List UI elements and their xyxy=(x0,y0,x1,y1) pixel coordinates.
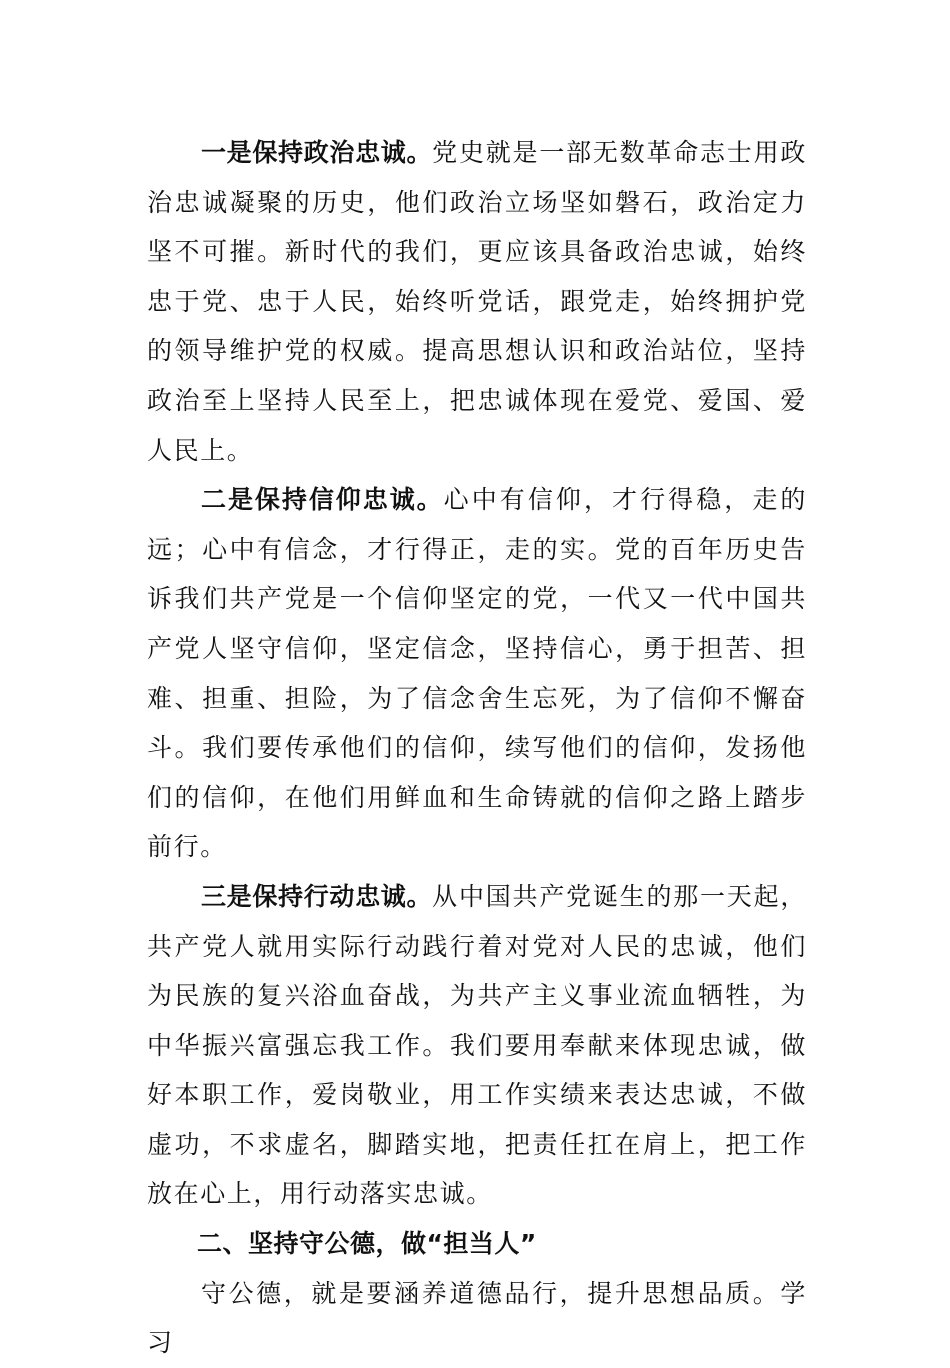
paragraph-text: 党史就是一部无数革命志士用政治忠诚凝聚的历史，他们政治立场坚如磐石，政治定力坚不可摧。新时代的我们，更应该具备政治忠诚，始终忠于党、忠于人民，始终听党话，跟党走，始终拥护党的领导维护党的权威。提高思想认识和政治站位，坚持政治至上坚持人民至上，把忠诚体现在爱党、爱国、爱人民上。 xyxy=(147,138,807,465)
section-heading: 二、坚持守公德，做“担当人” xyxy=(197,1229,537,1259)
paragraph-faith-loyalty xyxy=(147,475,807,872)
paragraph-lead: 二是保持信仰忠诚。 xyxy=(201,485,444,515)
paragraph-public-morality: 守公德，就是要涵养道德品行，提升思想品质。学习 xyxy=(147,1278,807,1358)
paragraph-lead: 三是保持行动忠诚。 xyxy=(201,881,433,911)
paragraph-text: 从中国共产党诞生的那一天起，共产党人就用实际行动践行着对党对人民的忠诚，他们为民族的复兴浴血奋战，为共产主义事业流血牺牲，为中华振兴富强忘我工作。我们要用奉献来体现忠诚，做好本职工作，爱岗敬业，用工作实绩来表达忠诚，不做虚功，不求虚名，脚踏实地，把责任扛在肩上，把工作放在心上，用行动落实忠诚。 xyxy=(147,881,807,1209)
document-body xyxy=(147,128,807,1368)
paragraph-text: 心中有信仰，才行得稳，走的远；心中有信念，才行得正，走的实。党的百年历史告诉我们共产党是一个信仰坚定的党，一代又一代中国共产党人坚守信仰，坚定信念，坚持信心，勇于担苦、担难、担重、担险，为了信念舍生忘死，为了信仰不懈奋斗。我们要传承他们的信仰，续写他们的信仰，发扬他们的信仰，在他们用鲜血和生命铸就的信仰之路上踏步前行。 xyxy=(147,485,807,862)
paragraph-political-loyalty xyxy=(147,128,807,475)
paragraph-action-loyalty xyxy=(147,872,807,1219)
paragraph-lead: 一是保持政治忠诚。 xyxy=(201,138,433,167)
